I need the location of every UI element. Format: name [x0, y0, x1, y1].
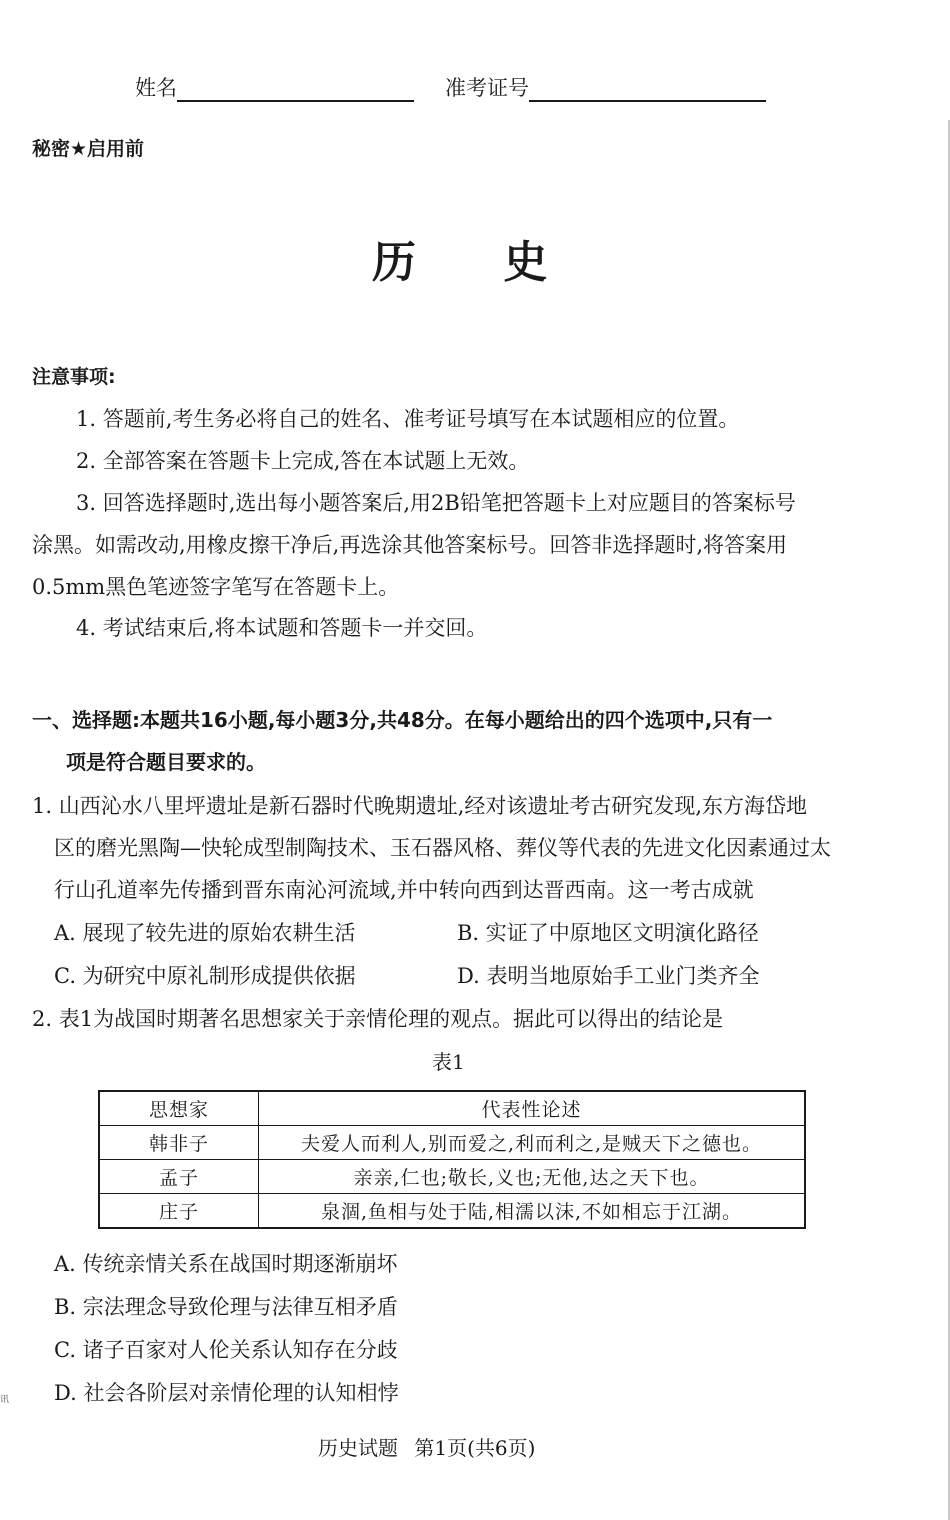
notice-item-4: 4. 考试结束后,将本试题和答题卡一并交回。 [76, 616, 488, 640]
page-title: 历 史 [372, 237, 584, 288]
table-cell-thinker: 庄子 [99, 1194, 259, 1229]
table-header-cell: 思想家 [99, 1091, 259, 1126]
q2-option-c: C. 诸子百家对人伦关系认知存在分歧 [54, 1338, 398, 1362]
q1-option-d: D. 表明当地原始手工业门类齐全 [457, 964, 760, 988]
exam-id-blank-line [529, 76, 766, 102]
name-label: 姓名 [135, 76, 177, 100]
q1-option-a: A. 展现了较先进的原始农耕生活 [54, 921, 356, 945]
table-header-cell: 代表性论述 [259, 1091, 806, 1126]
exam-id-field [445, 72, 766, 102]
exam-id-label: 准考证号 [445, 76, 529, 100]
table-cell-quote: 泉涸,鱼相与处于陆,相濡以沫,不如相忘于江湖。 [259, 1194, 806, 1229]
table-cell-quote: 夫爱人而利人,别而爱之,利而利之,是贼天下之德也。 [259, 1126, 806, 1160]
section1-heading-line2: 项是符合题目要求的。 [66, 750, 266, 774]
name-field [135, 72, 414, 102]
table-row [99, 1160, 805, 1194]
q1-stem-line3: 行山孔道率先传播到晋东南沁河流域,并中转向西到达晋西南。这一考古成就 [54, 878, 754, 902]
table-cell-quote: 亲亲,仁也;敬长,义也;无他,达之天下也。 [259, 1160, 806, 1194]
notice-item-3-line3: 0.5mm黑色笔迹签字笔写在答题卡上。 [32, 575, 400, 599]
table-header-row [99, 1091, 805, 1126]
q1-stem-line1: 1. 山西沁水八里坪遗址是新石器时代晚期遗址,经对该遗址考古研究发现,东方海岱地 [32, 794, 808, 818]
notice-item-3-line1: 3. 回答选择题时,选出每小题答案后,用2B铅笔把答题卡上对应题目的答案标号 [76, 491, 796, 515]
q1-option-b: B. 实证了中原地区文明演化路径 [457, 921, 759, 945]
q2-stem: 2. 表1为战国时期著名思想家关于亲情伦理的观点。据此可以得出的结论是 [32, 1007, 724, 1031]
thinkers-table [98, 1090, 806, 1229]
name-blank-line [177, 76, 414, 102]
q1-option-c: C. 为研究中原礼制形成提供依据 [54, 964, 356, 988]
table-cell-thinker: 韩非子 [99, 1126, 259, 1160]
notice-heading: 注意事项: [32, 366, 116, 388]
table-row [99, 1194, 805, 1229]
table-caption: 表1 [432, 1050, 465, 1074]
notice-item-2: 2. 全部答案在答题卡上完成,答在本试题上无效。 [76, 449, 530, 473]
q2-option-d: D. 社会各阶层对亲情伦理的认知相悖 [54, 1381, 399, 1405]
margin-mark: 讯 [0, 1395, 10, 1405]
secret-mark: 秘密★启用前 [32, 138, 145, 160]
notice-item-1: 1. 答题前,考生务必将自己的姓名、准考证号填写在本试题相应的位置。 [76, 407, 740, 431]
q2-option-b: B. 宗法理念导致伦理与法律互相矛盾 [54, 1295, 398, 1319]
page-footer: 历史试题 第1页(共6页) [318, 1436, 536, 1460]
table-cell-thinker: 孟子 [99, 1160, 259, 1194]
table-row [99, 1126, 805, 1160]
q2-option-a: A. 传统亲情关系在战国时期逐渐崩坏 [54, 1252, 398, 1276]
section1-heading-line1: 一、选择题:本题共16小题,每小题3分,共48分。在每小题给出的四个选项中,只有一 [32, 708, 773, 732]
notice-item-3-line2: 涂黑。如需改动,用橡皮擦干净后,再选涂其他答案标号。回答非选择题时,将答案用 [32, 533, 788, 557]
q1-stem-line2: 区的磨光黑陶—快轮成型制陶技术、玉石器风格、葬仪等代表的先进文化因素通过太 [54, 836, 831, 860]
